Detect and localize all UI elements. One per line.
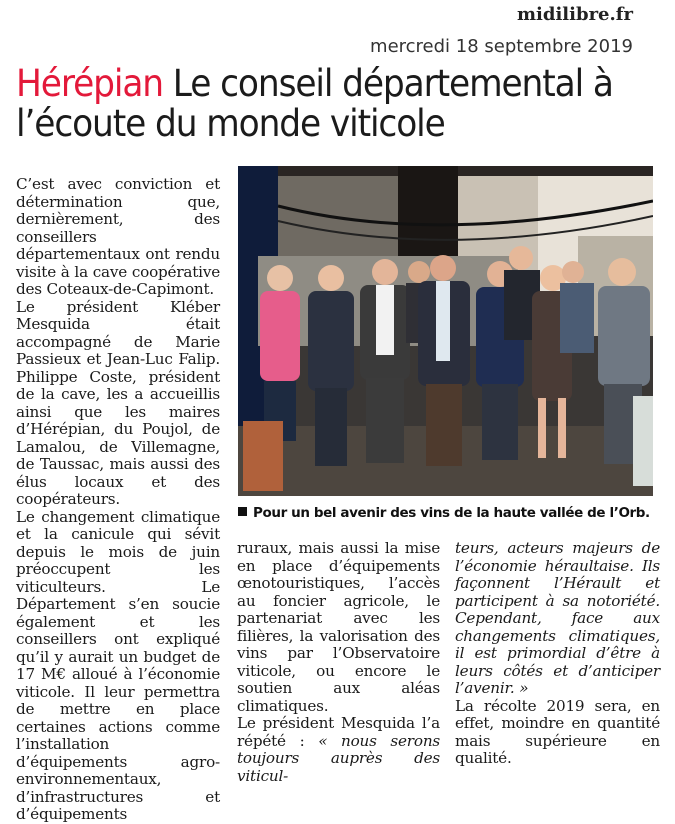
article-paragraph: C’est avec conviction et détermination que, dernièrement, des conseillers départementaux ont rendu visite à la cave coopérative des Coteaux-de-Capimont. [16,175,220,298]
article-column-1 [16,176,220,824]
publication-date: mercredi 18 septembre 2019 [370,36,633,57]
group-photo-illustration [238,166,653,496]
caption-text: Pour un bel avenir des vins de la haute vallée de l’Orb. [253,505,650,521]
group-photo [238,166,653,496]
article-paragraph [237,715,440,785]
article-column-3 [455,540,660,768]
quote-text: teurs, acteurs majeurs de l’économie héraultaise. Ils façonnent l’Hérault et participent à sa notoriété. Cependant, face aux changements climatiques, il est primordial d’être à leurs côtés et d’anticiper l’avenir. » [455,539,660,697]
headline-title: Le conseil départemental à l’écoute du monde viticole [16,62,613,145]
newspaper-source: midilibre.fr [517,4,633,25]
quote-text: « nous serons toujours auprès des viticul- [237,731,440,785]
headline-place: Hérépian [16,62,163,105]
article-column-2 [237,540,440,785]
photo-caption [238,505,658,521]
article-paragraph: Le président Kléber Mesquida était accompagné de Marie Passieux et Jean-Luc Falip. Philippe Coste, président de la cave, les a accueillis ainsi que les maires d’Hérépian, du Poujol, de Lamalou, de Villemagne, de Taussac, mais aussi des élus locaux et des coopérateurs. [16,297,220,508]
article-headline [16,64,621,144]
article-paragraph: ruraux, mais aussi la mise en place d’équipements œnotouristiques, l’accès au foncier agricole, le partenariat avec les filières, la valorisation des vins par l’Observatoire viticole, ou encore le soutien aux aléas climatiques. [237,539,440,715]
article-paragraph: Le changement climatique et la canicule qui sévit depuis le mois de juin préoccupent les viticulteurs. Le Département s’en soucie également et les conseillers ont expliqué qu’il y aurait un budget de 17 M€ alloué à l’économie viticole. Il leur permettra de mettre en place certaines actions comme l’installation d’équipements agro-environnementaux, d’infrastructures et d’équipements [16,507,220,823]
quote-lead: Le président Mesquida l’a répété : [237,714,440,750]
caption-bullet-icon [238,507,247,516]
article-paragraph: La récolte 2019 sera, en effet, moindre en quantité mais supérieure en qualité. [455,696,660,767]
